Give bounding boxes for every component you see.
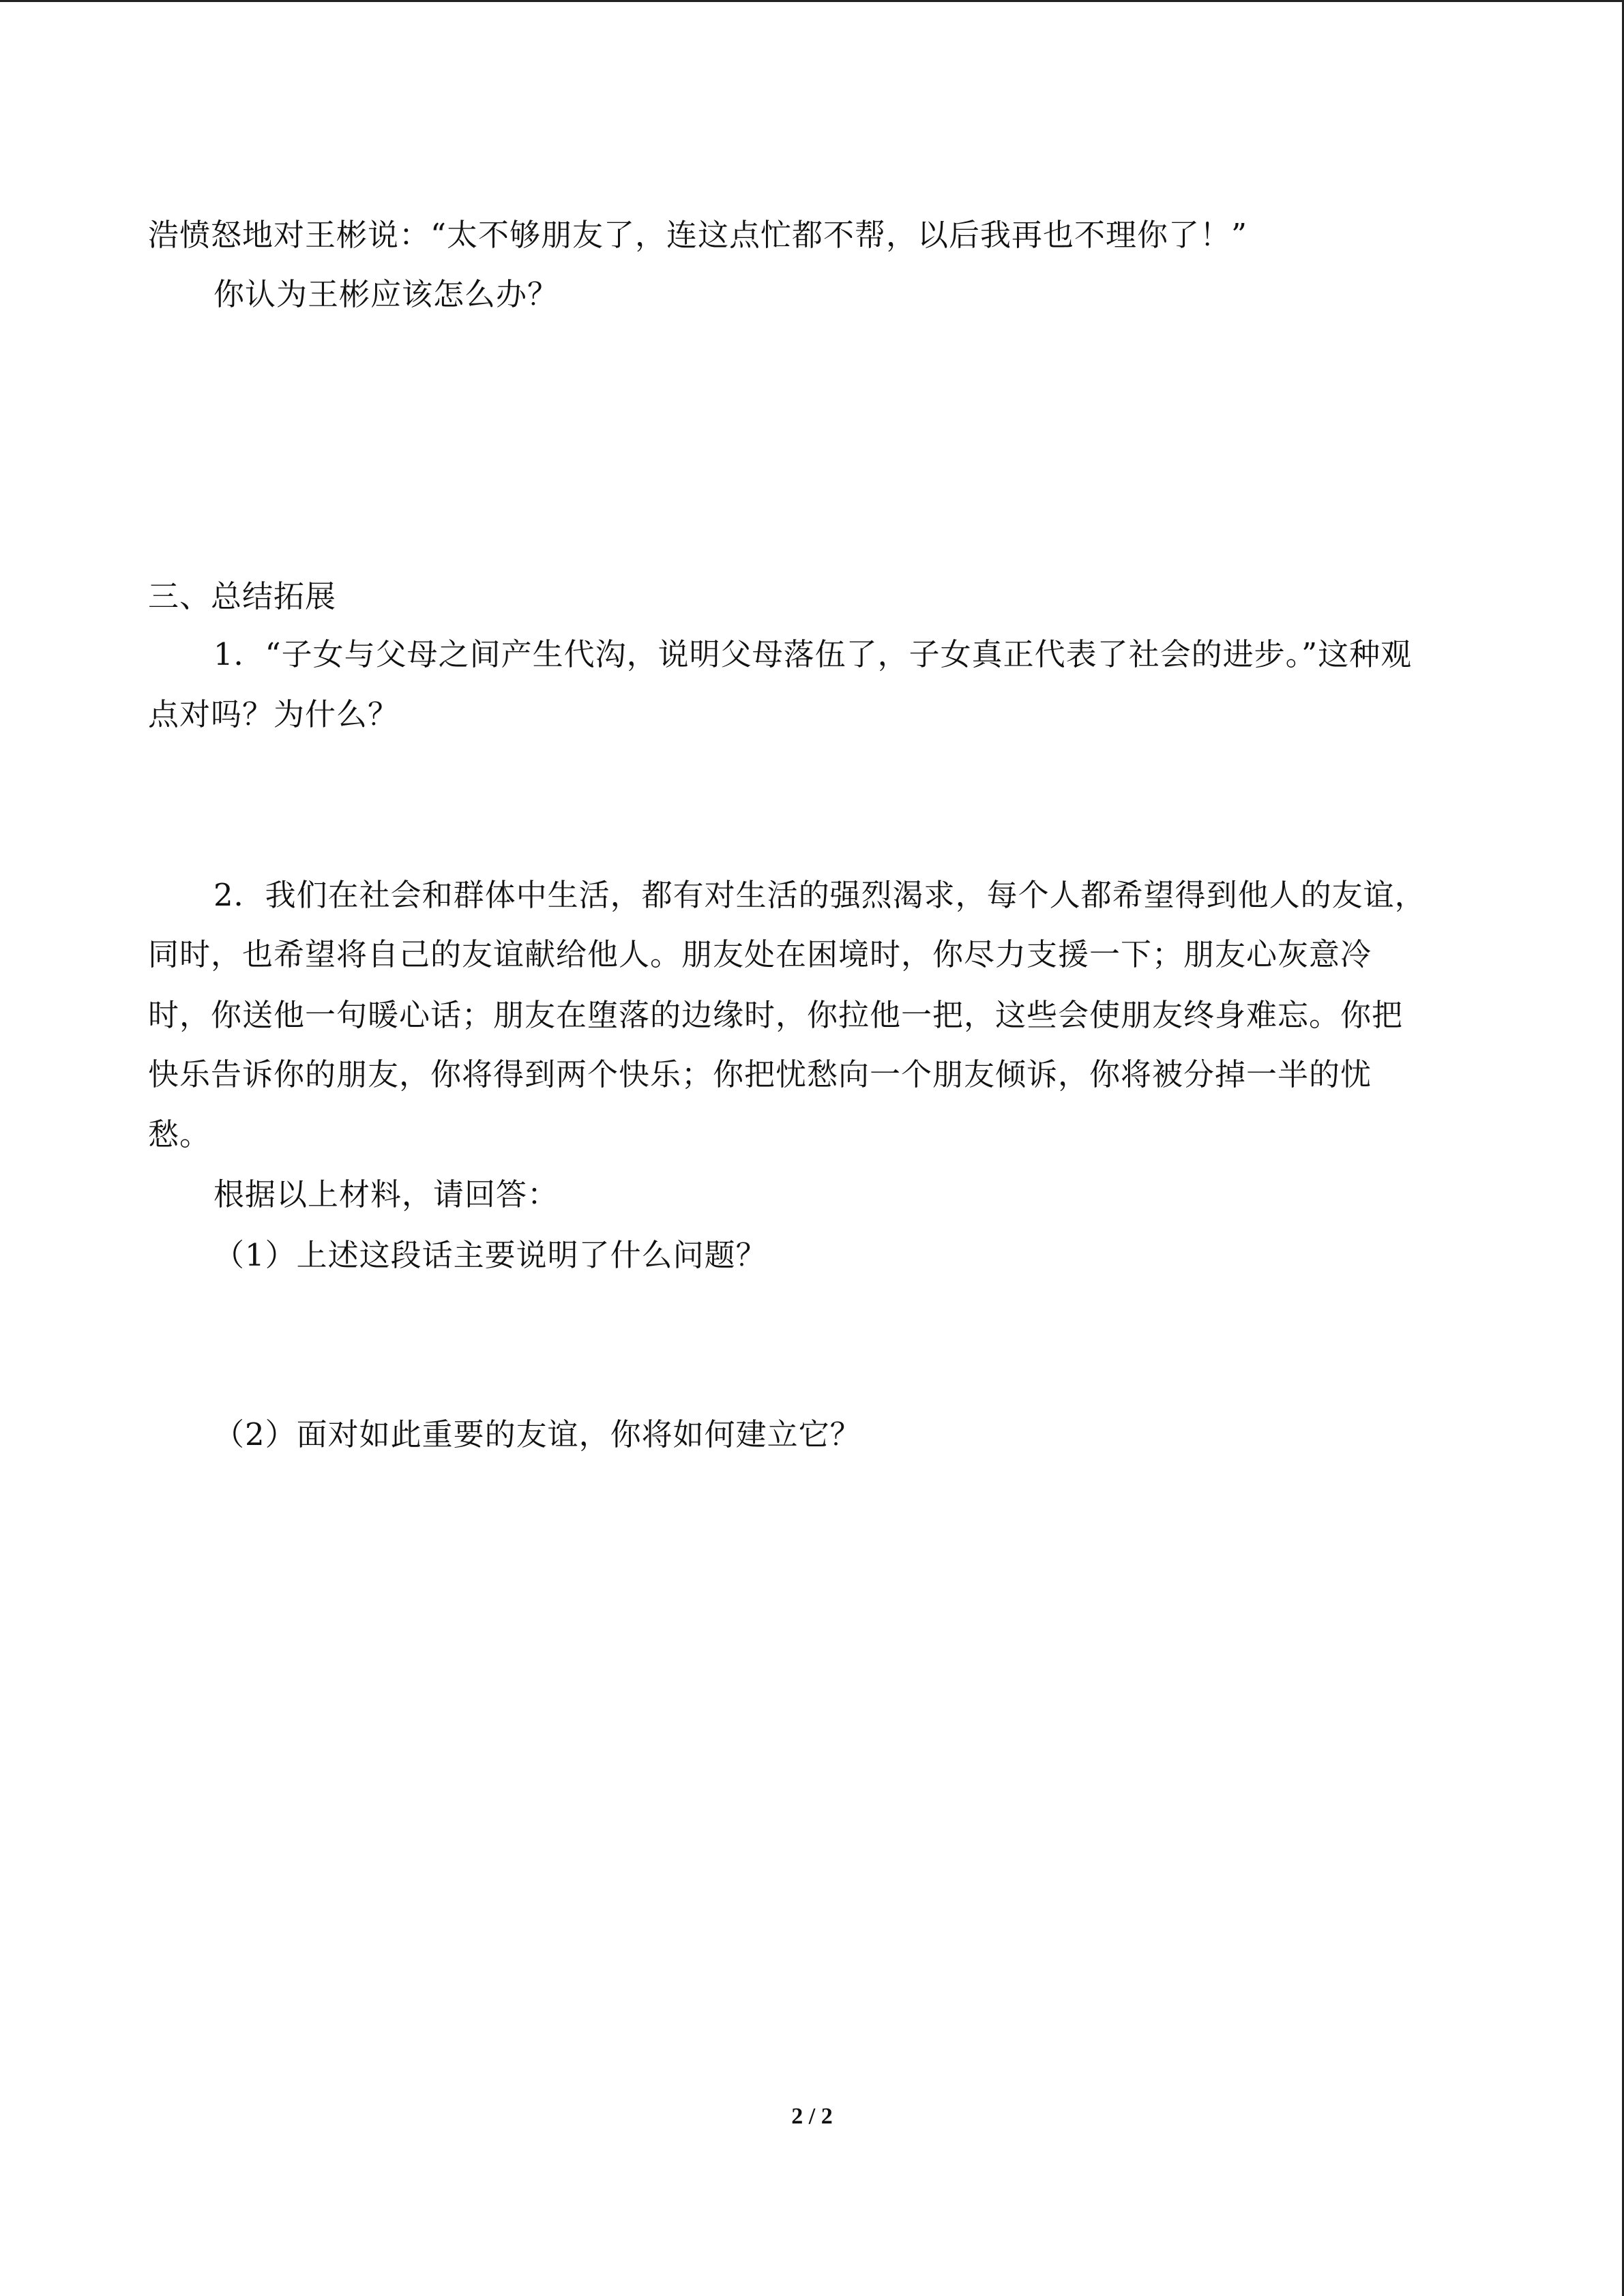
question-1-line-1: 1．“子女与父母之间产生代沟，说明父母落伍了，子女真正代表了社会的进步。”这种观 bbox=[213, 636, 1413, 672]
question-wang-bin: 你认为王彬应该怎么办？ bbox=[213, 276, 559, 312]
question-2-sub-1: （1）上述这段话主要说明了什么问题？ bbox=[213, 1237, 767, 1273]
question-1-line-2: 点对吗？为什么？ bbox=[148, 696, 400, 732]
question-2-line-2: 同时，也希望将自己的友谊献给他人。朋友处在困境时，你尽力支援一下；朋友心灰意冷 bbox=[148, 936, 1372, 972]
question-2-line-1: 2．我们在社会和群体中生活，都有对生活的强烈渴求，每个人都希望得到他人的友谊， bbox=[213, 877, 1426, 913]
text-line-story-end: 浩愤怒地对王彬说：“太不够朋友了，连这点忙都不帮，以后我再也不理你了！” bbox=[148, 217, 1248, 253]
section-title-summary: 三、总结拓展 bbox=[148, 578, 337, 614]
question-2-sub-2: （2）面对如此重要的友谊，你将如何建立它？ bbox=[213, 1416, 861, 1452]
question-2-line-4: 快乐告诉你的朋友，你将得到两个快乐；你把忧愁向一个朋友倾诉，你将被分掉一半的忧 bbox=[148, 1056, 1372, 1092]
question-2-prompt: 根据以上材料，请回答： bbox=[213, 1176, 559, 1212]
page-number: 2 / 2 bbox=[791, 2104, 833, 2129]
question-2-line-3: 时，你送他一句暖心话；朋友在堕落的边缘时，你拉他一把，这些会使朋友终身难忘。你把 bbox=[148, 997, 1404, 1033]
question-2-line-5: 愁。 bbox=[148, 1116, 211, 1152]
page-border-top bbox=[0, 0, 1624, 2]
